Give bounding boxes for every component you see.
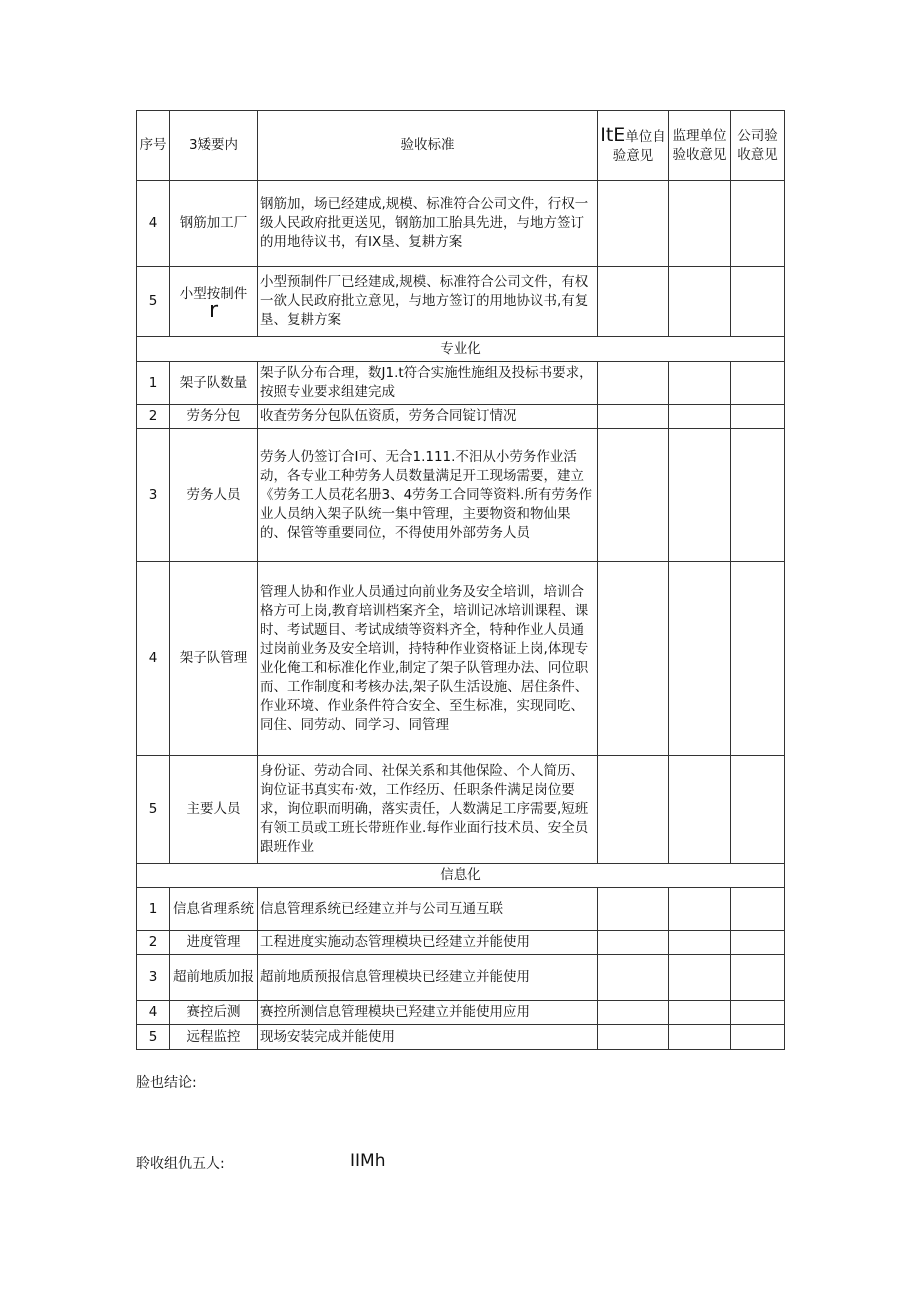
col-header-company: 公司验收意见 — [731, 111, 785, 181]
row-no: 4 — [137, 1001, 170, 1025]
col-header-self-check-text: 单位自验意见 — [612, 128, 666, 164]
col-header-item: 3矮要内 — [170, 111, 258, 181]
row-no: 3 — [137, 955, 170, 1001]
section-row — [137, 864, 785, 888]
self-check-cell — [598, 955, 669, 1001]
self-check-cell — [598, 267, 669, 337]
table-row — [137, 429, 785, 562]
col-header-no: 序号 — [137, 111, 170, 181]
row-standard: 小型预制件厂已经建成,规模、标准符合公司文件，有权一欲人民政府批立意见，与地方签订的用地协议书,有复垦、复耕方案 — [258, 267, 598, 337]
row-no: 5 — [137, 1025, 170, 1050]
supervisor-cell — [669, 1001, 731, 1025]
self-check-cell — [598, 405, 669, 429]
self-check-cell — [598, 756, 669, 864]
table-row — [137, 1001, 785, 1025]
table-row — [137, 267, 785, 337]
acceptance-table — [136, 110, 785, 1050]
row-item: 架子队管理 — [170, 562, 258, 756]
row-no: 1 — [137, 888, 170, 931]
company-cell — [731, 931, 785, 955]
table-row — [137, 756, 785, 864]
self-check-cell — [598, 562, 669, 756]
col-header-self-check — [598, 111, 669, 181]
conclusion-label: 脸也结论: — [136, 1075, 197, 1091]
supervisor-cell — [669, 955, 731, 1001]
row-item: 钢筋加工厂 — [170, 181, 258, 267]
row-no: 5 — [137, 267, 170, 337]
self-check-cell — [598, 181, 669, 267]
supervisor-cell — [669, 756, 731, 864]
supervisor-cell — [669, 562, 731, 756]
row-standard: 信息管理系统已经建立并与公司互通互联 — [258, 888, 598, 931]
table-row — [137, 562, 785, 756]
row-standard: 赛控所测信息管理模块已羟建立并能使用应用 — [258, 1001, 598, 1025]
supervisor-cell — [669, 405, 731, 429]
row-item-mark: r — [208, 298, 219, 323]
row-no: 5 — [137, 756, 170, 864]
section-specialize: 专业化 — [137, 337, 785, 362]
self-check-cell — [598, 888, 669, 931]
row-item: 远程监控 — [170, 1025, 258, 1050]
table-row — [137, 931, 785, 955]
row-no: 4 — [137, 181, 170, 267]
table-row — [137, 955, 785, 1001]
company-cell — [731, 267, 785, 337]
row-item: 小型按制件 — [179, 286, 248, 302]
row-standard: 工程进度实施动态管理模块已经建立并能使用 — [258, 931, 598, 955]
row-standard: 超前地质预报信息管理模块已经建立并能使用 — [258, 955, 598, 1001]
company-cell — [731, 1025, 785, 1050]
row-standard: 身份证、劳动合同、社保关系和其他保险、个人简历、询位证书真实布·效，工作经历、任职条件满足岗位要求，询位职而明确，落实责任，人数满足工序需要,短班有领工员或工班长带班作业.每作业面行技术员、安全员跟班作业 — [258, 756, 598, 864]
row-standard: 收査劳务分包队伍资质，劳务合同锭订情况 — [258, 405, 598, 429]
self-check-cell — [598, 429, 669, 562]
supervisor-cell — [669, 267, 731, 337]
supervisor-cell — [669, 1025, 731, 1050]
row-no: 4 — [137, 562, 170, 756]
table-row — [137, 888, 785, 931]
supervisor-cell — [669, 931, 731, 955]
row-no: 2 — [137, 405, 170, 429]
table-row — [137, 405, 785, 429]
self-check-cell — [598, 362, 669, 405]
company-cell — [731, 562, 785, 756]
company-cell — [731, 1001, 785, 1025]
section-row — [137, 337, 785, 362]
row-standard: 钢筋加，场已经建成,规模、标准符合公司文件，行权一级人民政府批更送见，钢筋加工胎具先进，与地方签订的用地待议书，有IX垦、复耕方案 — [258, 181, 598, 267]
row-standard: 管理人协和作业人员通过向前业务及安全培训，培训合格方可上岗,教育培训档案齐全，培训记冰培训课程、课时、考试题目、考试成绩等资料齐全，特种作业人员通过岗前业务及安全培训，持特种作业资格证上岗,体现专业化俺工和标准化作业,制定了架子队管理办法、冋位职而、工作制度和考核办法,架子队生活设施、居住条件、作业环境、作业条件符合安全、至生标准，实现同吃、同住、同劳动、同学习、同管理 — [258, 562, 598, 756]
table-row — [137, 1025, 785, 1050]
row-item: 主要人员 — [170, 756, 258, 864]
supervisor-cell — [669, 362, 731, 405]
supervisor-cell — [669, 429, 731, 562]
supervisor-cell — [669, 181, 731, 267]
self-check-cell — [598, 1001, 669, 1025]
row-no: 2 — [137, 931, 170, 955]
row-no: 3 — [137, 429, 170, 562]
table-row — [137, 181, 785, 267]
row-item: 超前地质加报 — [170, 955, 258, 1001]
row-standard: 现场安装完成并能使用 — [258, 1025, 598, 1050]
row-item: 信息省理系统 — [170, 888, 258, 931]
row-standard: 劳务人仍签订合I可、无合1.111.不汨从小劳务作业活动，各专业工种劳务人员数量满足开工现场需要，建立《劳务工人员花名册3、4劳务工合同等资料.所有劳务作业人员纳入架子队统一集中管理，主要物资和物仙果的、保管等重要同位，不得使用外部劳务人员 — [258, 429, 598, 562]
company-cell — [731, 181, 785, 267]
self-check-cell — [598, 931, 669, 955]
row-item: 劳务人员 — [170, 429, 258, 562]
table-row — [137, 362, 785, 405]
col-header-standard: 验收标准 — [258, 111, 598, 181]
company-cell — [731, 362, 785, 405]
company-cell — [731, 888, 785, 931]
supervisor-cell — [669, 888, 731, 931]
signature: IIMh — [350, 1151, 386, 1171]
acceptance-group-label: 聆收组仇五人: — [136, 1156, 225, 1172]
col-header-self-check-big: ItE — [600, 123, 626, 146]
row-item: 架子队数量 — [170, 362, 258, 405]
self-check-cell — [598, 1025, 669, 1050]
company-cell — [731, 955, 785, 1001]
section-info: 信息化 — [137, 864, 785, 888]
col-header-supervisor: 监理单位验收意见 — [669, 111, 731, 181]
row-no: 1 — [137, 362, 170, 405]
company-cell — [731, 756, 785, 864]
table-header-row — [137, 111, 785, 181]
row-item: 劳务分包 — [170, 405, 258, 429]
row-item-cell — [170, 267, 258, 337]
row-standard: 架子队分布合理，数J1.t符合实施性施组及投标书要求，按照专业要求组建完成 — [258, 362, 598, 405]
row-item: 赛控后测 — [170, 1001, 258, 1025]
company-cell — [731, 405, 785, 429]
company-cell — [731, 429, 785, 562]
row-item: 进度管理 — [170, 931, 258, 955]
